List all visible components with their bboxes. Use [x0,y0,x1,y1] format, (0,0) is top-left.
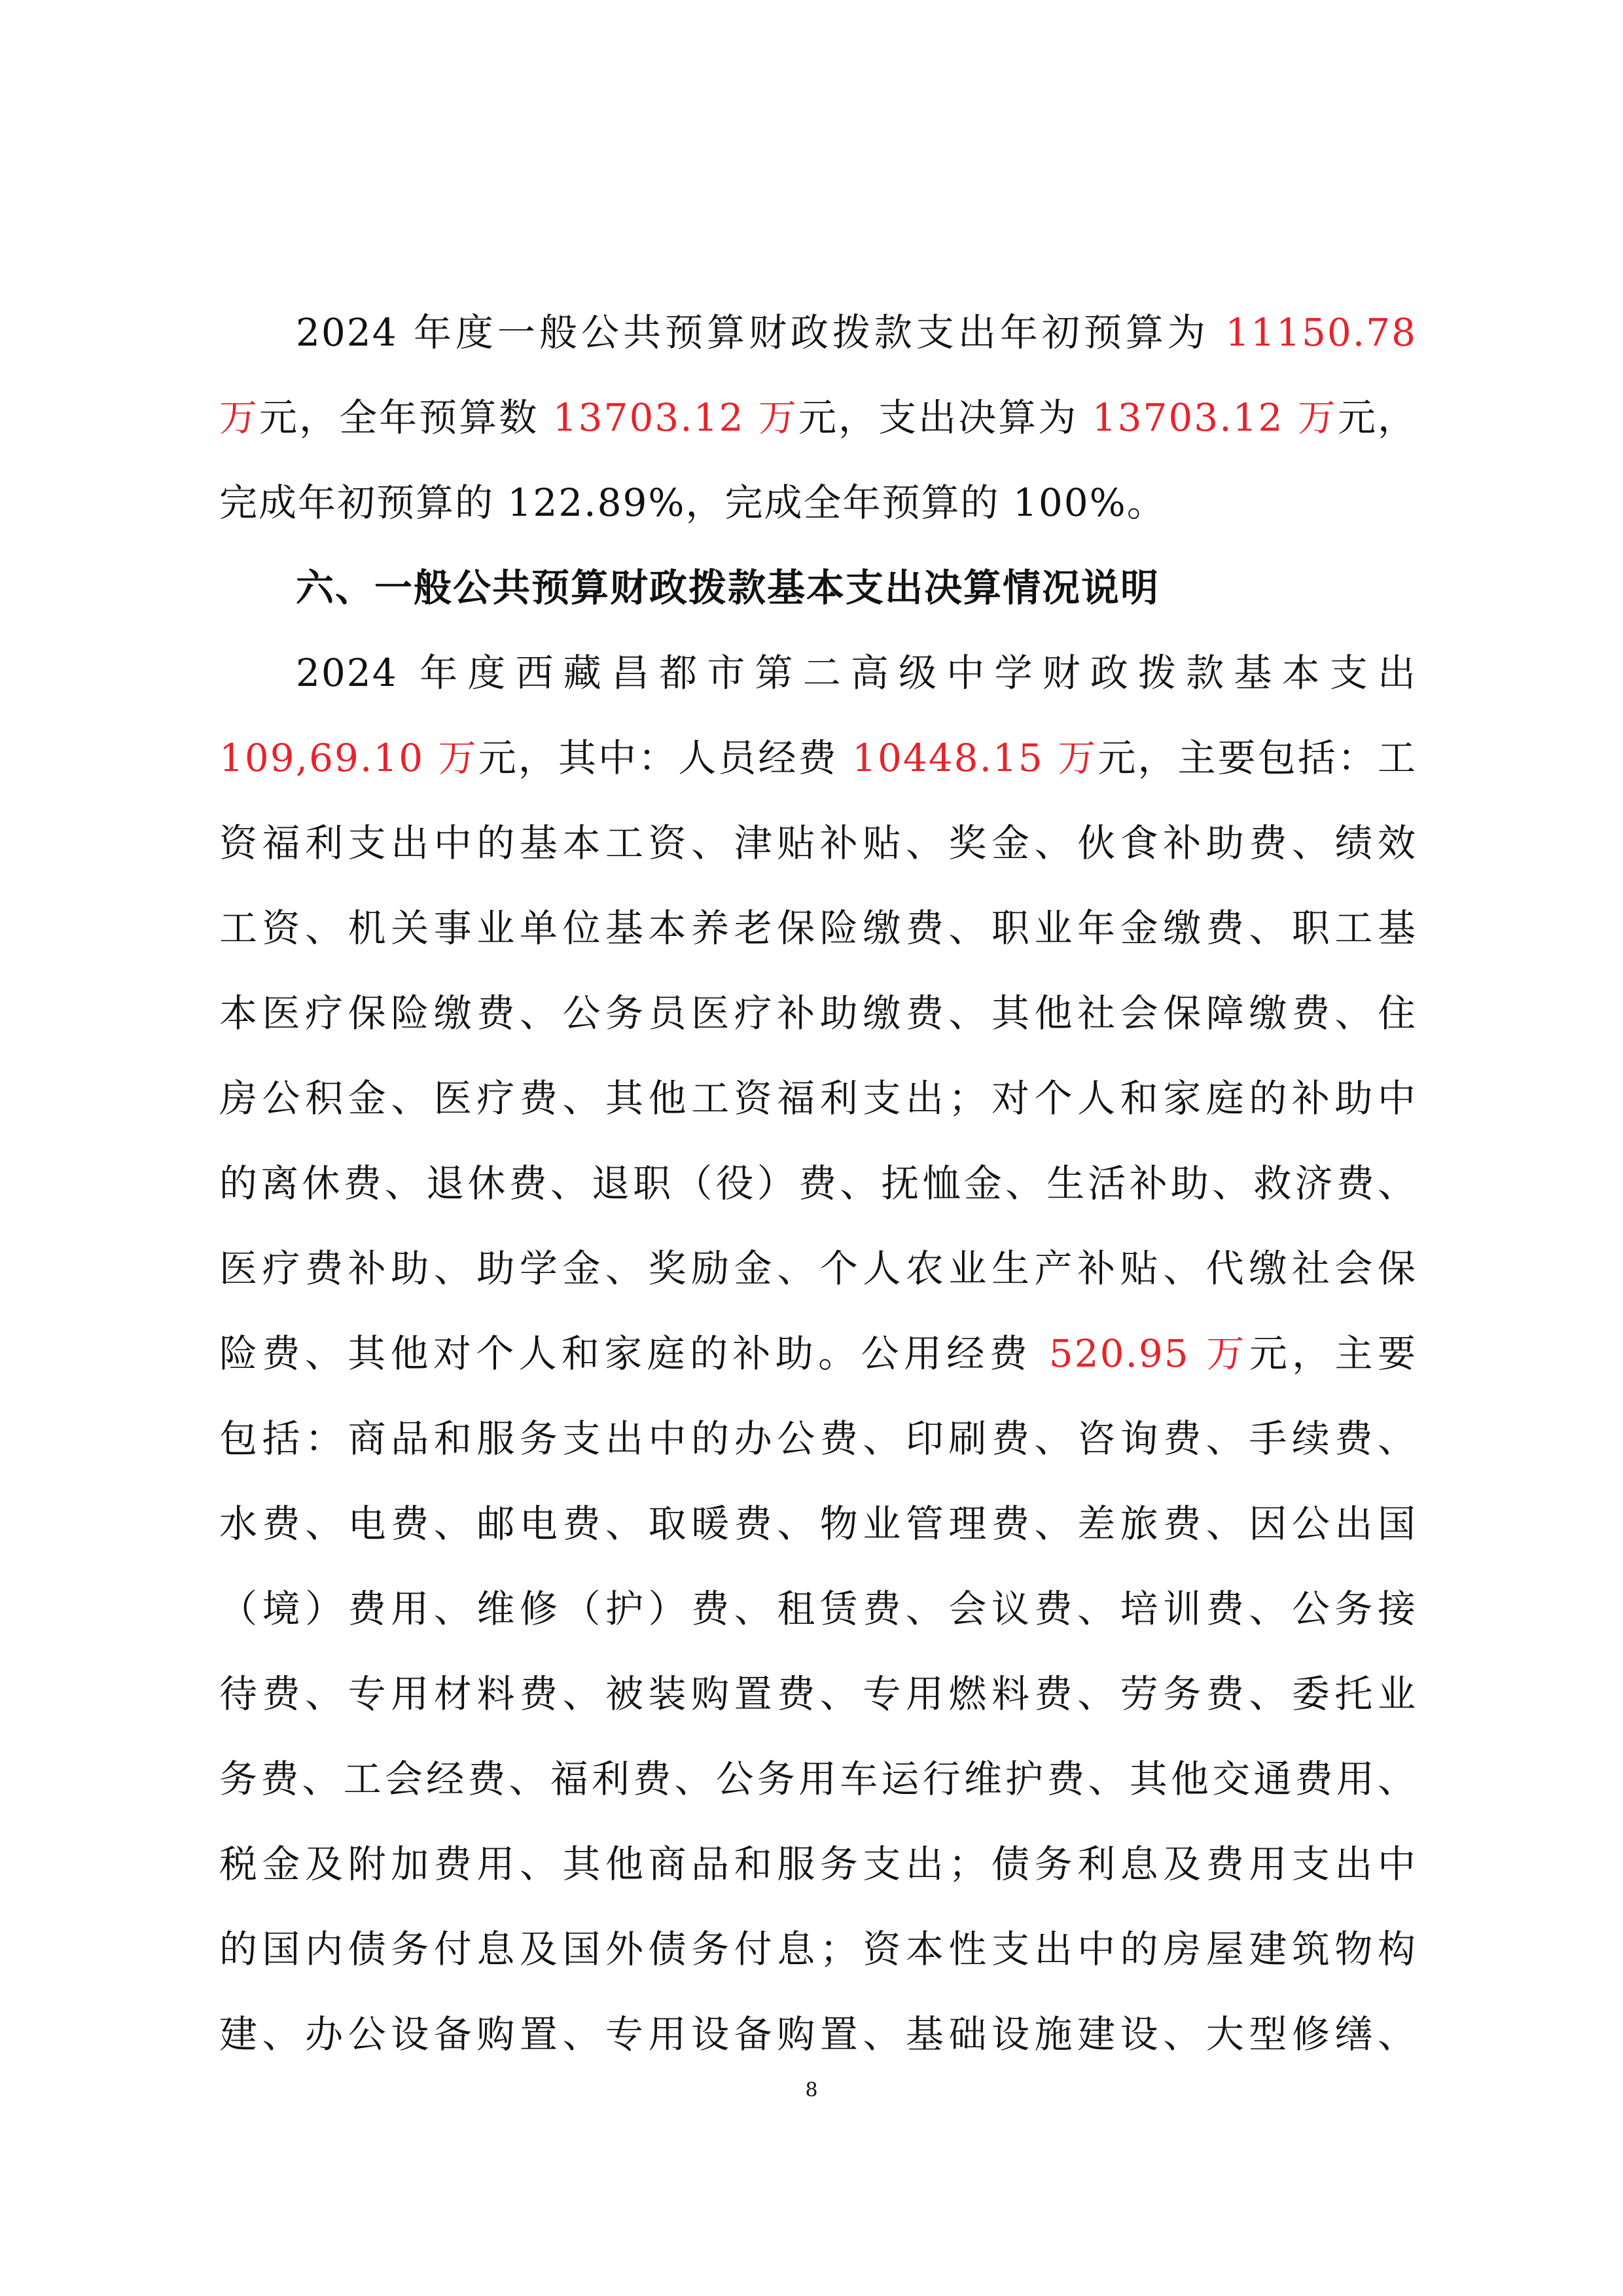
paragraph-line: 包括：商品和服务支出中的办公费、印刷费、咨询费、手续费、 [219,1416,1417,1461]
paragraph-line: 的国内债务付息及国外债务付息；资本性支出中的房屋建筑物构 [219,1927,1417,1971]
paragraph-line: 工资、机关事业单位基本养老保险缴费、职业年金缴费、职工基 [219,906,1417,950]
paragraph-line: 税金及附加费用、其他商品和服务支出；债务利息及费用支出中 [219,1842,1417,1886]
paragraph-line: 万元，全年预算数 13703.12 万元，支出决算为 13703.12 万元， [219,395,1417,440]
paragraph-line: 完成年初预算的 122.89%，完成全年预算的 100%。 [219,480,1166,525]
paragraph-line: 2024 年度一般公共预算财政拨款支出年初预算为 11150.78 [296,310,1417,355]
paragraph-line: 房公积金、医疗费、其他工资福利支出；对个人和家庭的补助中 [219,1076,1417,1121]
paragraph-line: 医疗费补助、助学金、奖励金、个人农业生产补贴、代缴社会保 [219,1246,1417,1291]
paragraph-line: 险费、其他对个人和家庭的补助。公用经费 520.95 万元，主要 [219,1331,1417,1376]
section-heading: 六、一般公共预算财政拨款基本支出决算情况说明 [296,565,1160,610]
paragraph-line: 2024 年度西藏昌都市第二高级中学财政拨款基本支出 [296,651,1417,695]
paragraph-line: （境）费用、维修（护）费、租赁费、会议费、培训费、公务接 [219,1587,1417,1631]
paragraph-line: 待费、专用材料费、被装购置费、专用燃料费、劳务费、委托业 [219,1672,1417,1716]
paragraph-line: 建、办公设备购置、专用设备购置、基础设施建设、大型修缮、 [219,2012,1417,2056]
paragraph-line: 资福利支出中的基本工资、津贴补贴、奖金、伙食补助费、绩效 [219,821,1417,865]
paragraph-line: 水费、电费、邮电费、取暖费、物业管理费、差旅费、因公出国 [219,1501,1417,1546]
paragraph-line: 109,69.10 万元，其中：人员经费 10448.15 万元，主要包括：工 [219,736,1418,780]
paragraph-line: 务费、工会经费、福利费、公务用车运行维护费、其他交通费用、 [219,1757,1417,1801]
page-number: 8 [805,2079,818,2102]
paragraph-line: 本医疗保险缴费、公务员医疗补助缴费、其他社会保障缴费、住 [219,991,1417,1035]
paragraph-line: 的离休费、退休费、退职（役）费、抚恤金、生活补助、救济费、 [219,1161,1417,1206]
